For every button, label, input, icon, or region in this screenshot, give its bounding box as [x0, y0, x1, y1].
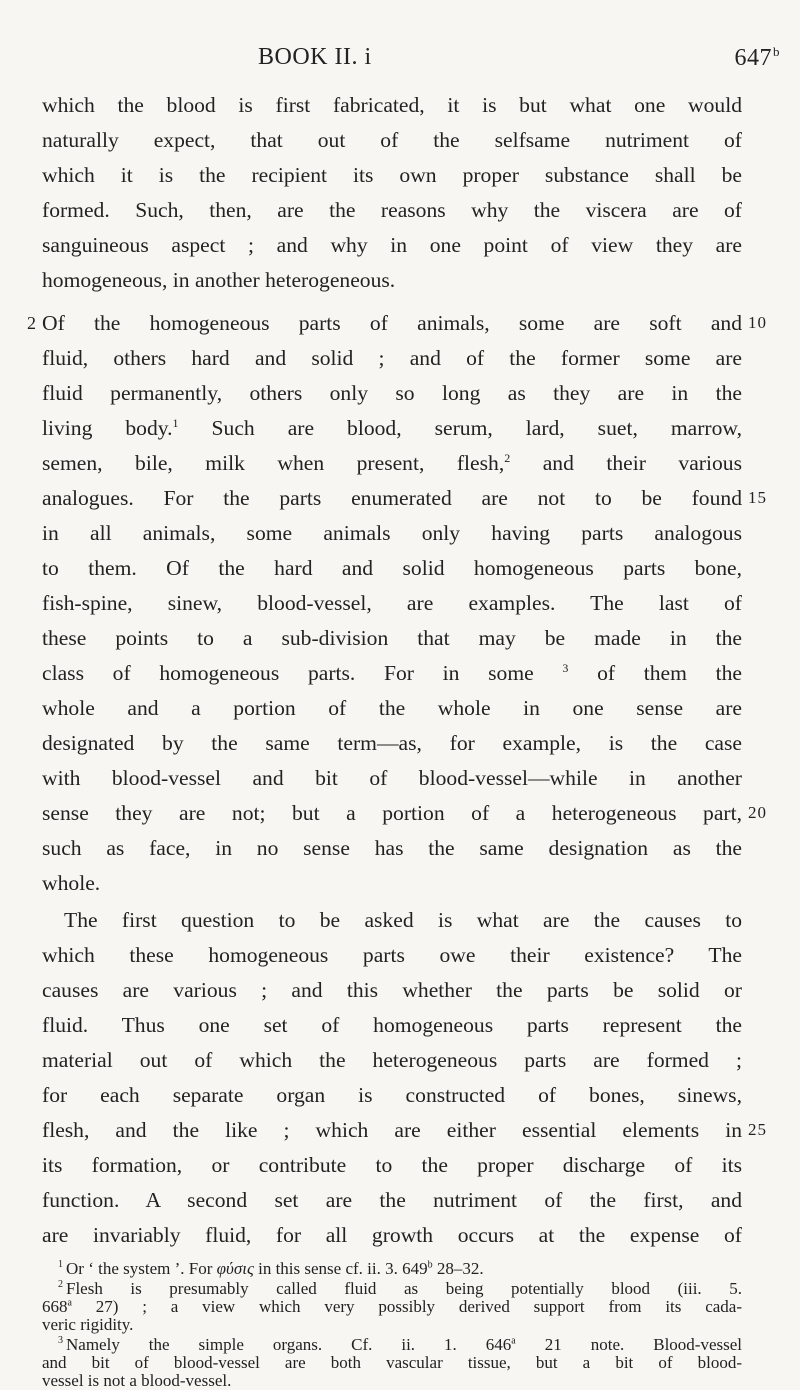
line-number: 20 [748, 803, 767, 822]
text-line: fluid. Thus one set of homogeneous parts represent the [42, 1013, 742, 1037]
text-line: which it is the recipient its own proper substance shall be [42, 163, 742, 187]
text-line: causes are various ; and this whether the parts be solid or [42, 978, 742, 1002]
greek-term: φύσις [216, 1259, 254, 1278]
text-line: fluid, others hard and solid ; and of the former some are [42, 346, 742, 370]
footnote-continuation: and bit of blood-vessel are both vascular tissue, but a bit of blood- [42, 1353, 742, 1372]
text-line: whole and a portion of the whole in one sense are [42, 696, 742, 720]
line-number: 15 [748, 488, 767, 507]
footnote-continuation: 668$^a$ 27) ; a view which very possibly derived support from its cada- [42, 1297, 742, 1316]
text-line: semen, bile, milk when present, flesh,$^2$ and their various [42, 450, 742, 475]
text-line: to them. Of the hard and solid homogeneous parts bone, [42, 556, 742, 580]
text-line: are invariably fluid, for all growth occurs at the expense of [42, 1223, 742, 1247]
footnote: $^2$ Flesh is presumably called fluid as being potentially blood (iii. 5. [58, 1279, 742, 1298]
text-line: with blood-vessel and bit of blood-vessel—while in another [42, 766, 742, 790]
footnote: $^3$ Namely the simple organs. Cf. ii. 1. 646$^a$ 21 note. Blood-vessel [58, 1335, 742, 1354]
text-line: designated by the same term—as, for example, is the case [42, 731, 742, 755]
book-title: BOOK II. i [258, 44, 372, 70]
footnote-continuation: veric rigidity. [42, 1315, 134, 1334]
text-line: The first question to be asked is what are the causes to [64, 908, 742, 932]
text-line: 2 Of the homogeneous parts of animals, some are soft and [27, 311, 742, 335]
section-number: 2 [27, 313, 36, 333]
text-line: sense they are not; but a portion of a heterogeneous part, [42, 801, 742, 825]
text-line: for each separate organ is constructed of bones, sinews, [42, 1083, 742, 1107]
text-line: formed. Such, then, are the reasons why the viscera are of [42, 198, 742, 222]
text-line: analogues. For the parts enumerated are not to be found [42, 486, 742, 510]
footnote: $^1$ Or ‘ the system ’. For φύσις in this sense cf. ii. 3. 649$^b$ 28–32. [58, 1259, 484, 1278]
footnote-continuation: vessel is not a blood-vessel. [42, 1371, 232, 1390]
text-line: which the blood is first fabricated, it is but what one would [42, 93, 742, 117]
text-line: such as face, in no sense has the same designation as the [42, 836, 742, 860]
text-line: fish-spine, sinew, blood-vessel, are examples. The last of [42, 591, 742, 615]
footnote-ref: 3 [562, 660, 569, 675]
text-line: sanguineous aspect ; and why in one point of view they are [42, 233, 742, 257]
page-number: 647$^b$ [734, 44, 780, 71]
text-line: function. A second set are the nutriment of the first, and [42, 1188, 742, 1212]
line-number: 25 [748, 1120, 767, 1139]
text-line: homogeneous, in another heterogeneous. [42, 268, 396, 292]
line-number: 10 [748, 313, 767, 332]
text-line: its formation, or contribute to the proper discharge of its [42, 1153, 742, 1177]
text-line: living body.$^1$ Such are blood, serum, lard, suet, marrow, [42, 415, 742, 440]
text-line: flesh, and the like ; which are either essential elements in [42, 1118, 742, 1142]
text-line: material out of which the heterogeneous parts are formed ; [42, 1048, 742, 1072]
text-line: which these homogeneous parts owe their existence? The [42, 943, 742, 967]
footnote-ref: 2 [504, 450, 511, 465]
footnote-ref: 1 [172, 415, 179, 430]
text-line: in all animals, some animals only having parts analogous [42, 521, 742, 545]
text-line: whole. [42, 871, 101, 895]
text-line: class of homogeneous parts. For in some $^3$ of them the [42, 660, 742, 685]
text-line: these points to a sub-division that may be made in the [42, 626, 742, 650]
text-line: naturally expect, that out of the selfsame nutriment of [42, 128, 742, 152]
text-line: fluid permanently, others only so long as they are in the [42, 381, 742, 405]
